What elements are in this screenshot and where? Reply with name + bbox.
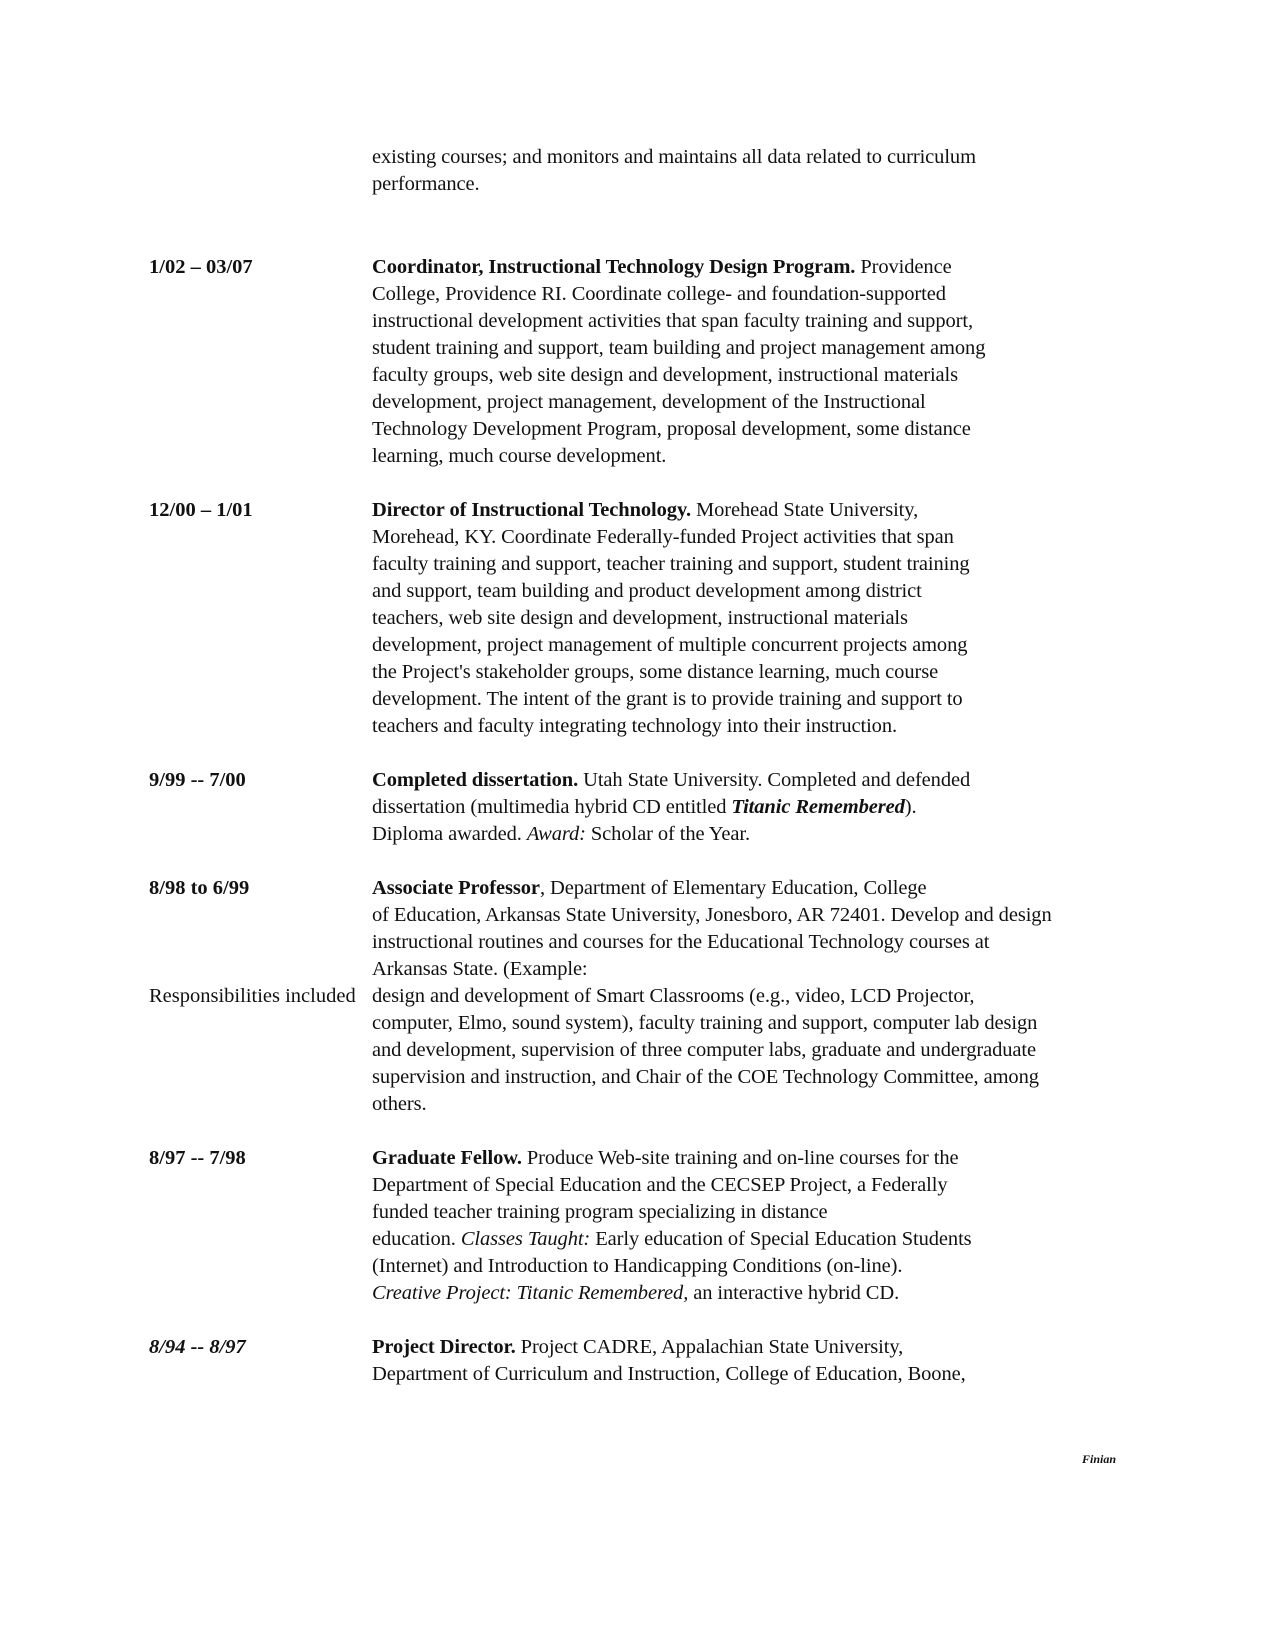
entry-date: 9/99 -- 7/00 — [149, 769, 246, 791]
entry-line: Project Director. Project CADRE, Appalachian State University, — [372, 1336, 904, 1358]
entry-title: Associate Professor — [372, 877, 540, 899]
entry-line: Completed dissertation. Utah State University. Completed and defended — [372, 769, 971, 791]
entry-line: dissertation (multimedia hybrid CD entitled Titanic Remembered). — [372, 796, 917, 818]
entry-date: 8/98 to 6/99 — [149, 877, 250, 899]
entry-line: and development, supervision of three computer labs, graduate and undergraduate — [372, 1039, 1037, 1061]
entry-line: learning, much course development. — [372, 445, 667, 467]
entry-line: Arkansas State. (Example: — [372, 958, 588, 980]
entry-line: faculty groups, web site design and development, instructional materials — [372, 364, 959, 386]
entry-line: teachers and faculty integrating technology into their instruction. — [372, 715, 897, 737]
entry-line: student training and support, team building and project management among — [372, 337, 986, 359]
entry-line: and support, team building and product development among district — [372, 580, 922, 602]
entry-line: development, project management of multiple concurrent projects among — [372, 634, 968, 656]
entry-line: Diploma awarded. Award: Scholar of the Year. — [372, 823, 751, 845]
entry-line: (Internet) and Introduction to Handicapping Conditions (on-line). — [372, 1255, 903, 1277]
entry-line: development. The intent of the grant is to provide training and support to — [372, 688, 963, 710]
entry-date: 8/97 -- 7/98 — [149, 1147, 246, 1169]
entry-date: 12/00 – 1/01 — [149, 499, 253, 521]
entry-line: Department of Special Education and the CECSEP Project, a Federally — [372, 1174, 948, 1196]
footer-name: Finian — [1082, 1452, 1117, 1466]
award-label: Award: — [526, 823, 586, 845]
intro-line: performance. — [372, 173, 480, 195]
entry-title: Completed dissertation. — [372, 769, 579, 791]
dissertation-title: Titanic Remembered — [731, 796, 905, 818]
entry-date: 1/02 – 03/07 — [149, 256, 253, 278]
entry-line: Associate Professor, Department of Elementary Education, College — [372, 877, 927, 899]
entry-title: Graduate Fellow. — [372, 1147, 522, 1169]
entry-line: Morehead, KY. Coordinate Federally-funded Project activities that span — [372, 526, 954, 548]
entry-line: teachers, web site design and development, instructional materials — [372, 607, 908, 629]
entry-line: instructional routines and courses for the Educational Technology courses at — [372, 931, 990, 953]
entry-line: funded teacher training program specializing in distance — [372, 1201, 828, 1223]
intro-line: existing courses; and monitors and maintains all data related to curriculum — [372, 146, 976, 168]
entry-title: Project Director. — [372, 1336, 516, 1358]
entry-line: Director of Instructional Technology. Morehead State University, — [372, 499, 919, 521]
entry-line: computer, Elmo, sound system), faculty training and support, computer lab design — [372, 1012, 1038, 1034]
entry-line: others. — [372, 1093, 427, 1115]
creative-project-label: Creative Project: Titanic Remembered, — [372, 1282, 689, 1304]
entry-line: Technology Development Program, proposal development, some distance — [372, 418, 971, 440]
entry-line: instructional development activities that span faculty training and support, — [372, 310, 973, 332]
entry-title: Coordinator, Instructional Technology Design Program. — [372, 256, 856, 278]
entry-line: education. Classes Taught: Early education of Special Education Students — [372, 1228, 972, 1250]
entry-line: Graduate Fellow. Produce Web-site training and on-line courses for the — [372, 1147, 959, 1169]
entry-line: Creative Project: Titanic Remembered, an interactive hybrid CD. — [372, 1282, 900, 1304]
entry-line: supervision and instruction, and Chair of the COE Technology Committee, among — [372, 1066, 1039, 1088]
entry-line: faculty training and support, teacher training and support, student training — [372, 553, 970, 575]
entry-line: design and development of Smart Classrooms (e.g., video, LCD Projector, — [372, 985, 975, 1007]
entry-line: College, Providence RI. Coordinate college- and foundation-supported — [372, 283, 946, 305]
entry-line: the Project's stakeholder groups, some distance learning, much course — [372, 661, 939, 683]
entry-title: Director of Instructional Technology. — [372, 499, 691, 521]
lead-in-text: Responsibilities included — [149, 985, 356, 1007]
entry-line: development, project management, development of the Instructional — [372, 391, 926, 413]
entry-date: 8/94 -- 8/97 — [149, 1336, 246, 1358]
entry-line: Coordinator, Instructional Technology Design Program. Providence — [372, 256, 952, 278]
entry-line: of Education, Arkansas State University, Jonesboro, AR 72401. Develop and design — [372, 904, 1052, 926]
classes-taught-label: Classes Taught: — [460, 1228, 591, 1250]
entry-line: Department of Curriculum and Instruction, College of Education, Boone, — [372, 1363, 966, 1385]
